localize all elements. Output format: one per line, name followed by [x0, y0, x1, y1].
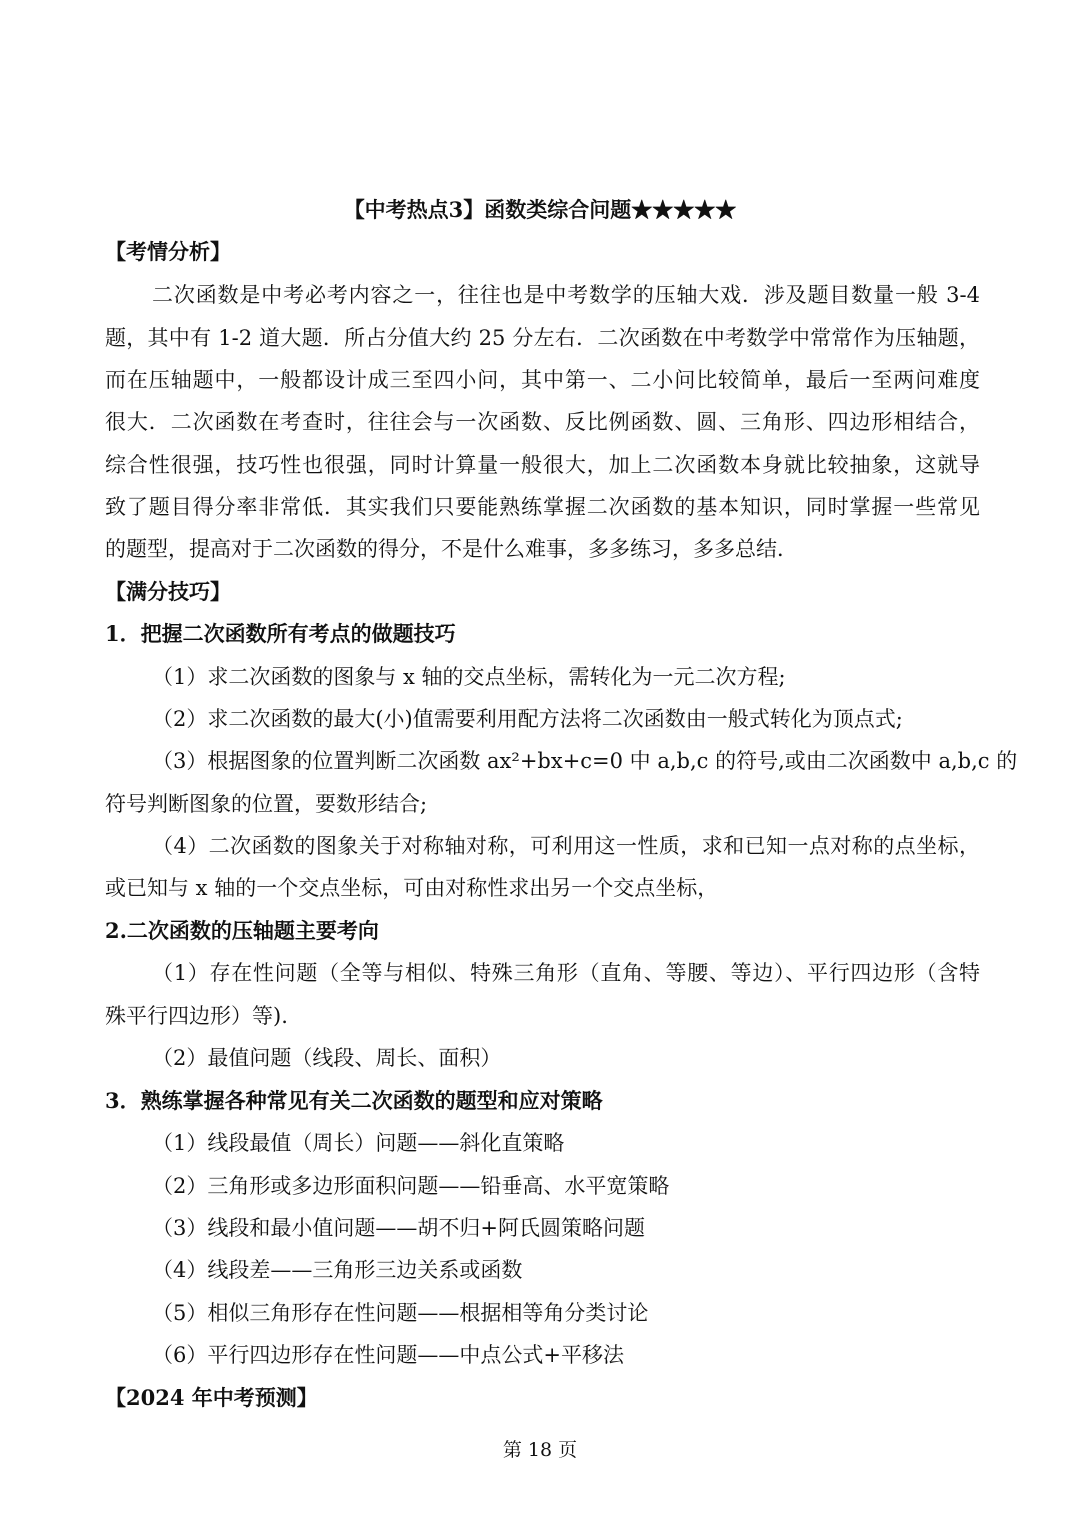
analysis-line: 综合性很强，技巧性也很强，同时计算量一般很大，加上二次函数本身就比较抽象，这就导: [105, 453, 980, 477]
analysis-line: 的题型，提高对于二次函数的得分，不是什么难事，多多练习，多多总结．: [105, 537, 798, 561]
tips-item: 殊平行四边形）等).: [105, 1004, 288, 1028]
tips-item: （1）存在性问题（全等与相似、特殊三角形（直角、等腰、等边）、平行四边形（含特: [152, 961, 980, 985]
analysis-line: 很大．二次函数在考查时，往往会与一次函数、反比例函数、圆、三角形、四边形相结合，: [105, 410, 980, 434]
tips-item: （4）线段差——三角形三边关系或函数: [152, 1258, 523, 1282]
tips-item: （4）二次函数的图象关于对称轴对称，可利用这一性质，求和已知一点对称的点坐标，: [152, 834, 980, 858]
analysis-line: 致了题目得分率非常低．其实我们只要能熟练掌握二次函数的基本知识，同时掌握一些常见: [105, 495, 980, 519]
tips-item: （5）相似三角形存在性问题——根据相等角分类讨论: [152, 1301, 649, 1325]
tips-item: （6）平行四边形存在性问题——中点公式+平移法: [152, 1343, 624, 1367]
section-heading-tips: 【满分技巧】: [105, 579, 231, 604]
tips-part-heading: 3．熟练掌握各种常见有关二次函数的题型和应对策略: [105, 1088, 603, 1113]
tips-item: （3）根据图象的位置判断二次函数 ax²+bx+c=0 中 a,b,c 的符号,或由二次函数中 a,b,c 的: [152, 749, 1018, 773]
tips-item: （1）求二次函数的图象与 x 轴的交点坐标，需转化为一元二次方程;: [152, 665, 786, 689]
tips-part-heading: 1．把握二次函数所有考点的做题技巧: [105, 621, 456, 646]
analysis-line: 二次函数是中考必考内容之一，往往也是中考数学的压轴大戏．涉及题目数量一般 3-4: [152, 283, 980, 307]
analysis-line: 题，其中有 1-2 道大题．所占分值大约 25 分左右．二次函数在中考数学中常常作为压轴题，: [105, 326, 980, 350]
tips-item: （2）求二次函数的最大(小)值需要利用配方法将二次函数由一般式转化为顶点式;: [152, 707, 903, 731]
page-number: 第 18 页: [502, 1439, 578, 1461]
tips-item: （2）最值问题（线段、周长、面积）: [152, 1046, 502, 1070]
analysis-line: 而在压轴题中，一般都设计成三至四小问，其中第一、二小问比较简单，最后一至两问难度: [105, 368, 980, 392]
tips-item: 符号判断图象的位置，要数形结合;: [105, 792, 428, 816]
tips-item: 或已知与 x 轴的一个交点坐标，可由对称性求出另一个交点坐标，: [105, 876, 719, 900]
section-heading-forecast: 【2024 年中考预测】: [105, 1385, 318, 1410]
tips-part-heading: 2.二次函数的压轴题主要考向: [105, 918, 379, 943]
tips-item: （1）线段最值（周长）问题——斜化直策略: [152, 1131, 565, 1155]
section-heading-analysis: 【考情分析】: [105, 239, 231, 264]
page-title: 【中考热点3】函数类综合问题★★★★★: [343, 197, 737, 222]
tips-item: （3）线段和最小值问题——胡不归+阿氏圆策略问题: [152, 1216, 645, 1240]
tips-item: （2）三角形或多边形面积问题——铅垂高、水平宽策略: [152, 1174, 670, 1198]
